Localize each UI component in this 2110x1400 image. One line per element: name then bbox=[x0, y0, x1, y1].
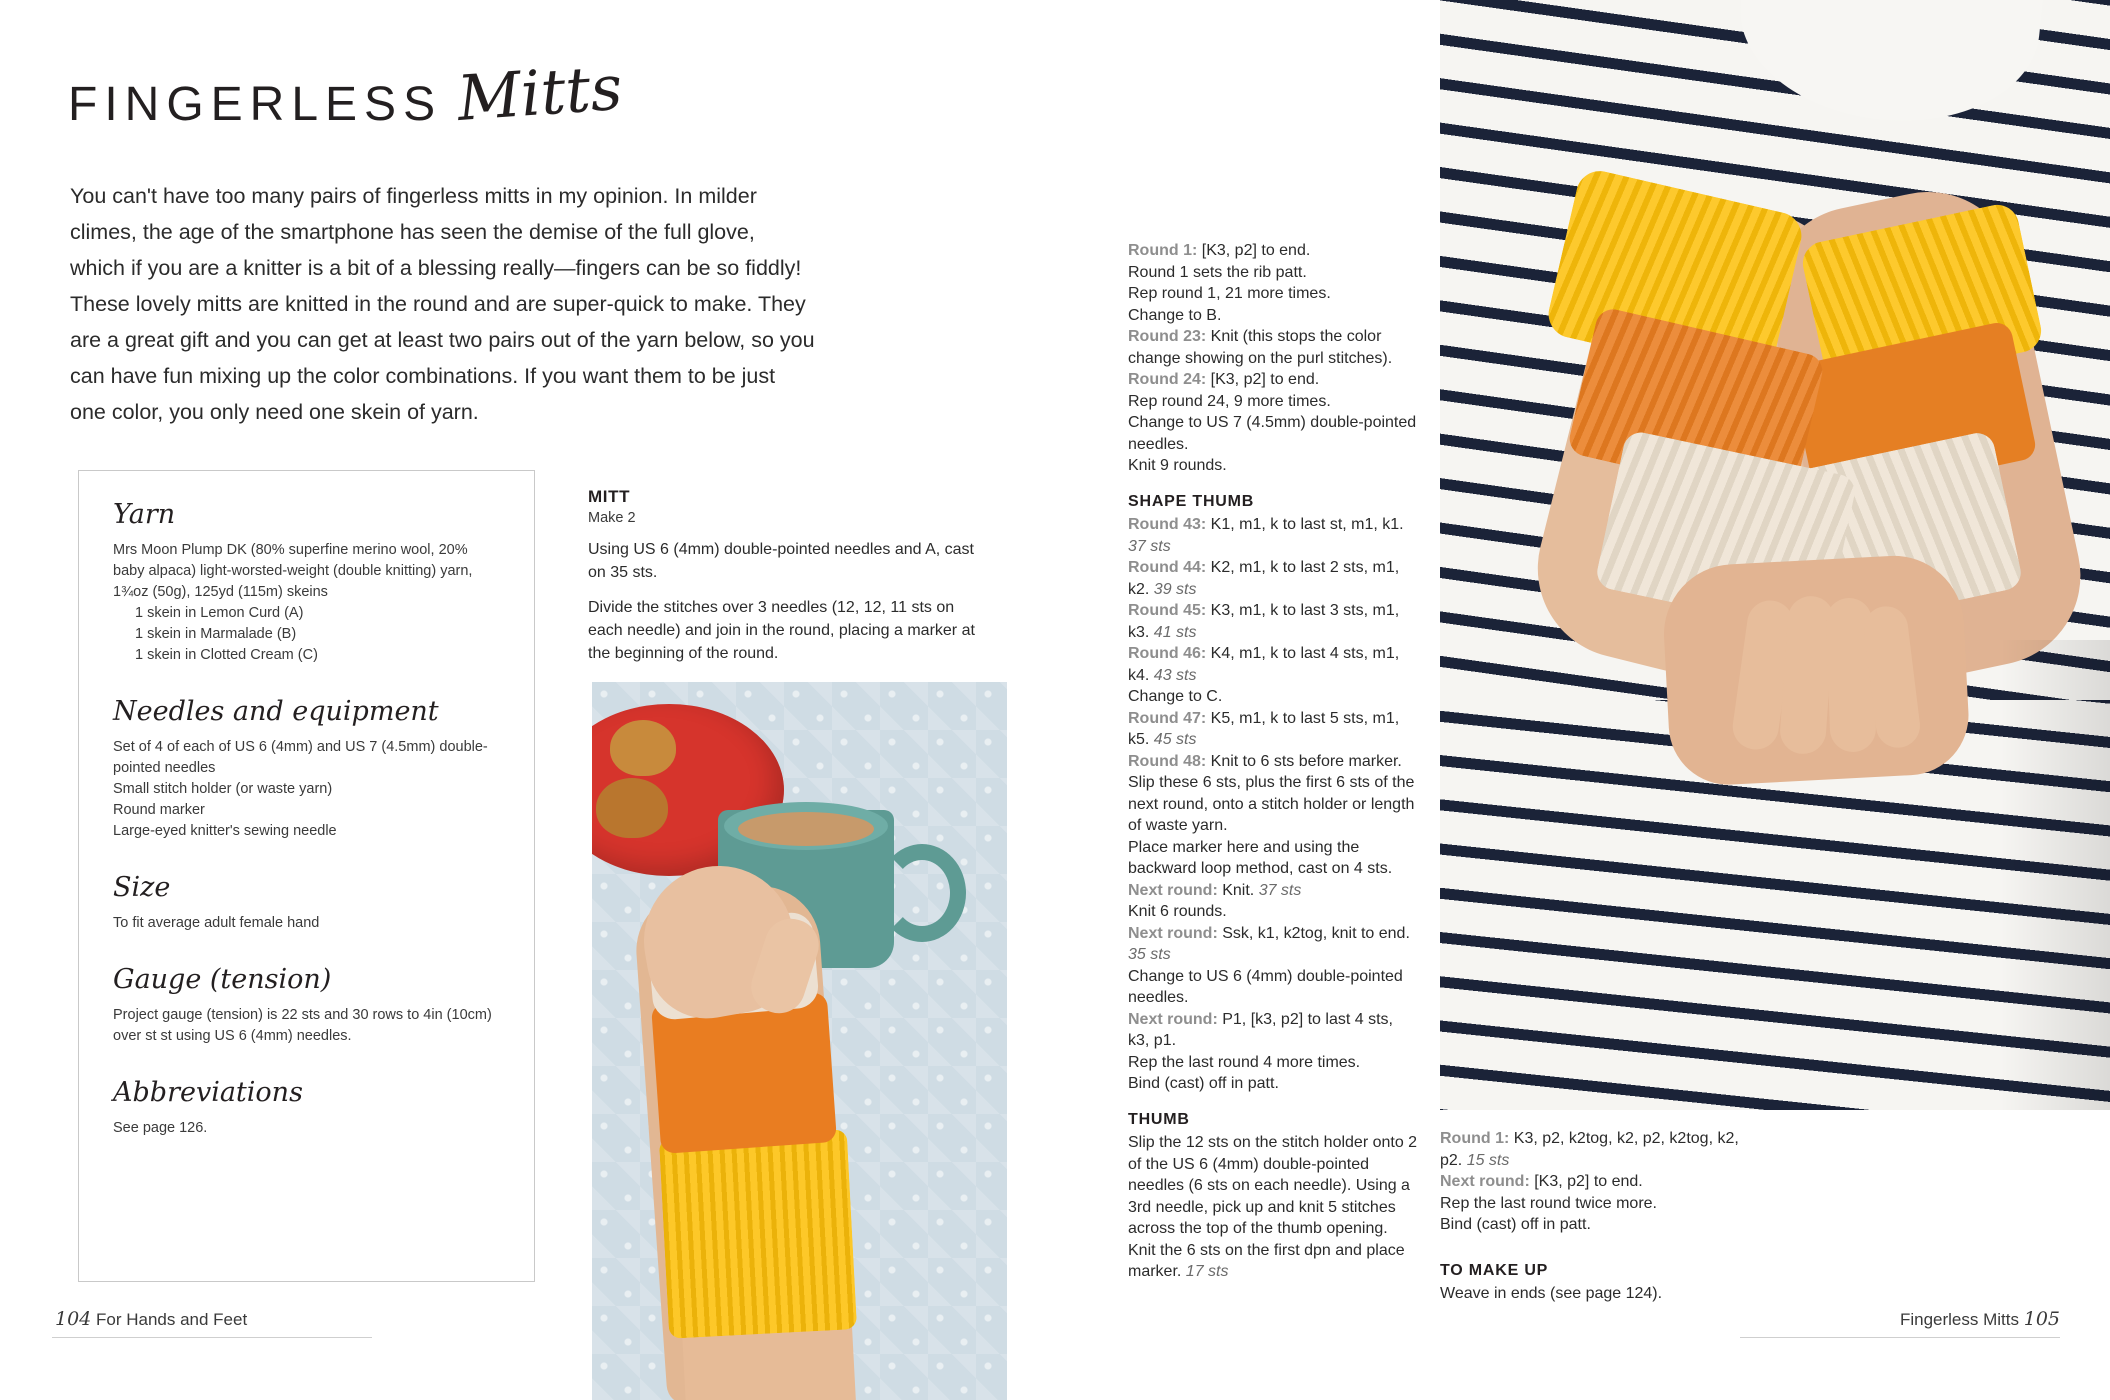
stitch-count: 17 sts bbox=[1185, 1263, 1229, 1280]
round-text: [K3, p2] to end. bbox=[1197, 242, 1311, 259]
pastry-1 bbox=[610, 720, 676, 776]
round-text: Slip these 6 sts, plus the first 6 sts of the next round, onto a stitch holder or length of waste yarn. bbox=[1128, 774, 1415, 834]
round-text: K4, m1, k to last 4 sts, m1, k4. bbox=[1128, 645, 1400, 684]
round-label: Next round: bbox=[1128, 881, 1218, 899]
mitt-paragraph-1: Using US 6 (4mm) double-pointed needles and A, cast on 35 sts. bbox=[588, 541, 974, 581]
round-text: Bind (cast) off in patt. bbox=[1440, 1216, 1591, 1233]
photo-model-wearing-mitts bbox=[1440, 0, 2110, 1110]
mitt-paragraph-2: Divide the stitches over 3 needles (12, 12, 11 sts on each needle) and join in the round, placing a marker at the beginning of the round. bbox=[588, 599, 975, 662]
round-text: Knit 9 rounds. bbox=[1128, 457, 1227, 474]
round-text: [K3, p2] to end. bbox=[1529, 1173, 1643, 1190]
needles-line-3: Round marker bbox=[113, 802, 205, 818]
shape-thumb-heading: SHAPE THUMB bbox=[1128, 492, 1255, 510]
yarn-description: Mrs Moon Plump DK (80% superfine merino wool, 20% baby alpaca) light-worsted-weight (double knitting) yarn, 1¾oz (50g), 125yd (115m) skeins bbox=[113, 542, 473, 600]
pastry-2 bbox=[596, 778, 668, 838]
mitt-make-count: Make 2 bbox=[588, 510, 636, 526]
round-label: Round 1: bbox=[1440, 1130, 1510, 1147]
folio-left-text: For Hands and Feet bbox=[96, 1310, 248, 1329]
round-label: Round 23: bbox=[1128, 328, 1207, 345]
round-label: Next round: bbox=[1128, 924, 1218, 942]
round-text: Ssk, k1, k2tog, knit to end. bbox=[1217, 924, 1410, 942]
folio-right-number: 105 bbox=[2023, 1308, 2060, 1330]
intro-paragraph: You can't have too many pairs of fingerless mitts in my opinion. In milder climes, the age of the smartphone has seen the demise of the full glove, which if you are a knitter is a bit of a blessing really—fingers can be so fiddly! These lovely mitts are knitted in the round and are super-quick to make. They are a great gift and you can get at least two pairs out of the yarn below, so you can have fun mixing up the color combinations. If you want them to be just one color, you only need one skein of yarn. bbox=[70, 184, 815, 424]
round-text: Knit. bbox=[1217, 881, 1259, 899]
round-text: K1, m1, k to last st, m1, k1. bbox=[1206, 516, 1404, 533]
abbreviations-heading: Abbreviations bbox=[113, 1077, 303, 1108]
to-make-up-heading: TO MAKE UP bbox=[1440, 1261, 1549, 1279]
mitt-heading: MITT bbox=[588, 487, 631, 506]
abbreviations-line-1: See page 126. bbox=[113, 1120, 208, 1136]
stitch-count: 41 sts bbox=[1153, 623, 1197, 641]
instructions-column-2 bbox=[1440, 1128, 1740, 1305]
round-text: Round 1 sets the rib patt. bbox=[1128, 263, 1307, 281]
stitch-count: 39 sts bbox=[1153, 580, 1197, 598]
stitch-count: 37 sts bbox=[1258, 881, 1302, 899]
thumb-heading: THUMB bbox=[1128, 1110, 1190, 1128]
instructions-column-1 bbox=[1128, 240, 1418, 1283]
round-text: Rep round 1, 21 more times. bbox=[1128, 285, 1331, 302]
folio-left bbox=[55, 1308, 247, 1330]
round-label: Round 46: bbox=[1128, 645, 1207, 662]
stitch-count: 37 sts bbox=[1128, 537, 1171, 555]
needles-line-4: Large-eyed knitter's sewing needle bbox=[113, 823, 337, 839]
round-text: Change to C. bbox=[1128, 688, 1223, 705]
page-title-script: Mitts bbox=[454, 50, 625, 136]
round-text: Knit (this stops the color change showing on the purl stitches). bbox=[1128, 328, 1393, 367]
round-text: K2, m1, k to last 2 sts, m1, k2. bbox=[1128, 559, 1400, 598]
round-text: K3, m1, k to last 3 sts, m1, k3. bbox=[1128, 602, 1400, 641]
folio-rule-left bbox=[52, 1337, 372, 1338]
round-text: Change to US 6 (4mm) double-pointed needles. bbox=[1128, 967, 1403, 1006]
round-label: Round 44: bbox=[1128, 559, 1207, 576]
folio-rule-right bbox=[1740, 1337, 2060, 1338]
round-text: Bind (cast) off in patt. bbox=[1128, 1075, 1279, 1092]
round-text: [K3, p2] to end. bbox=[1206, 371, 1320, 388]
round-text: P1, [k3, p2] to last 4 sts, k3, p1. bbox=[1128, 1010, 1393, 1049]
folio-left-number: 104 bbox=[55, 1308, 92, 1330]
gauge-line-1: Project gauge (tension) is 22 sts and 30 rows to 4in (10cm) over st st using US 6 (4mm) needles. bbox=[113, 1007, 492, 1044]
to-make-up-text: Weave in ends (see page 124). bbox=[1440, 1285, 1663, 1302]
needles-line-2: Small stitch holder (or waste yarn) bbox=[113, 781, 333, 797]
needles-line-1: Set of 4 of each of US 6 (4mm) and US 7 (4.5mm) double-pointed needles bbox=[113, 739, 488, 776]
round-text: Rep the last round twice more. bbox=[1440, 1194, 1657, 1212]
size-line-1: To fit average adult female hand bbox=[113, 915, 320, 931]
tea-surface bbox=[738, 812, 874, 846]
gauge-heading: Gauge (tension) bbox=[113, 964, 332, 995]
size-heading: Size bbox=[113, 872, 171, 903]
page-title-main: FINGERLESS bbox=[68, 78, 443, 131]
folio-right bbox=[1880, 1308, 2060, 1330]
round-text: Rep round 24, 9 more times. bbox=[1128, 392, 1331, 410]
round-text: Change to US 7 (4.5mm) double-pointed needles. bbox=[1128, 414, 1417, 453]
photo-mitts-with-mug bbox=[592, 682, 1007, 1400]
round-text: K3, p2, k2tog, k2, p2, k2tog, k2, p2. bbox=[1440, 1130, 1739, 1169]
round-label: Round 43: bbox=[1128, 516, 1207, 533]
round-label: Round 47: bbox=[1128, 709, 1207, 727]
round-label: Round 48: bbox=[1128, 752, 1207, 770]
round-label: Next round: bbox=[1440, 1173, 1530, 1190]
stitch-count: 43 sts bbox=[1153, 666, 1197, 684]
yarn-skein-a: 1 skein in Lemon Curd (A) bbox=[135, 605, 304, 621]
round-label: Round 1: bbox=[1128, 242, 1198, 259]
yarn-heading: Yarn bbox=[113, 499, 176, 530]
mitt-cuff-yarn-a bbox=[659, 1129, 857, 1339]
stitch-count: 45 sts bbox=[1153, 731, 1197, 748]
round-label: Next round: bbox=[1128, 1010, 1218, 1028]
yarn-skein-b: 1 skein in Marmalade (B) bbox=[135, 626, 297, 642]
stitch-count: 15 sts bbox=[1466, 1151, 1510, 1169]
yarn-skein-c: 1 skein in Clotted Cream (C) bbox=[135, 647, 318, 663]
page-title bbox=[68, 50, 625, 136]
info-box bbox=[78, 470, 535, 1282]
round-text: Rep the last round 4 more times. bbox=[1128, 1053, 1361, 1071]
stitch-count: 35 sts bbox=[1128, 946, 1171, 963]
round-text: Knit to 6 sts before marker. bbox=[1206, 752, 1402, 770]
round-text: Change to B. bbox=[1128, 306, 1222, 324]
folio-right-text: Fingerless Mitts bbox=[1899, 1310, 2019, 1329]
round-text: Knit 6 rounds. bbox=[1128, 903, 1227, 920]
round-label: Round 45: bbox=[1128, 602, 1207, 619]
needles-heading: Needles and equipment bbox=[113, 696, 439, 727]
mitt-instructions bbox=[588, 487, 988, 665]
round-label: Round 24: bbox=[1128, 371, 1207, 388]
thumb-text: Slip the 12 sts on the stitch holder onto 2 of the US 6 (4mm) double-pointed needles (6 sts on each needle). Using a 3rd needle, pick up and knit 5 stitches across the top of the thumb opening. Knit the 6 sts on the first dpn and place marker. bbox=[1128, 1134, 1418, 1280]
round-text: Place marker here and using the backward loop method, cast on 4 sts. bbox=[1128, 838, 1393, 877]
round-text: K5, m1, k to last 5 sts, m1, k5. bbox=[1128, 709, 1400, 748]
